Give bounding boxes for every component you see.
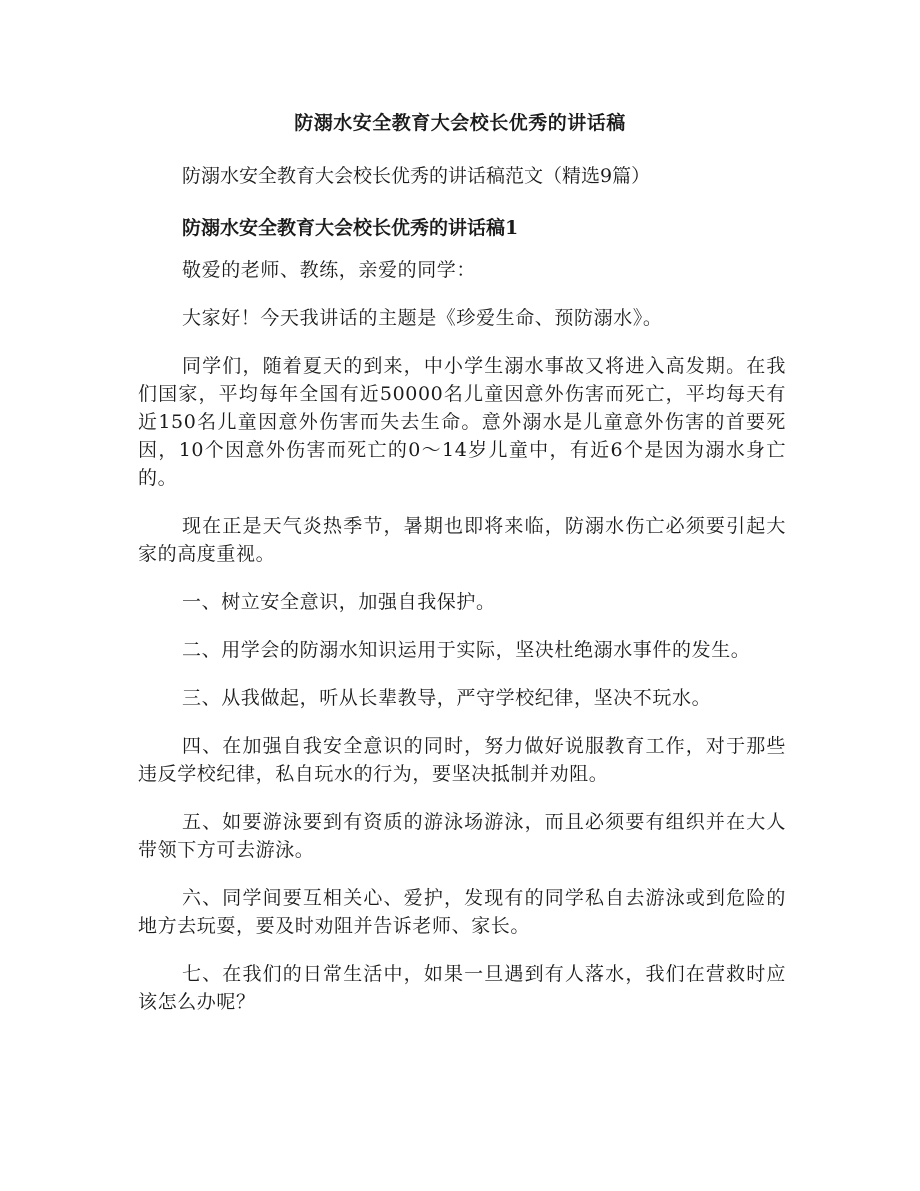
- paragraph-topic: 大家好！今天我讲话的主题是《珍爱生命、预防溺水》。: [182, 307, 663, 329]
- paragraph-point-6: 六、同学间要互相关心、爱护，发现有的同学私自去游泳或到危险的地方去玩耍，要及时劝阻并告诉老师、家长。: [138, 887, 786, 937]
- document-subtitle: 防溺水安全教育大会校长优秀的讲话稿范文（精选9篇）: [182, 165, 651, 187]
- paragraph-point-7: 七、在我们的日常生活中，如果一旦遇到有人落水，我们在营救时应该怎么办呢？: [138, 963, 786, 1013]
- paragraph-point-1: 一、树立安全意识，加强自我保护。: [182, 591, 496, 613]
- paragraph-point-3: 三、从我做起，听从长辈教导，严守学校纪律，坚决不玩水。: [182, 687, 712, 709]
- paragraph-season: 现在正是天气炎热季节，暑期也即将来临，防溺水伤亡必须要引起大家的高度重视。: [138, 515, 786, 565]
- paragraph-greeting: 敬爱的老师、教练，亲爱的同学：: [182, 259, 477, 281]
- section-heading: 防溺水安全教育大会校长优秀的讲话稿1: [182, 217, 519, 239]
- paragraph-point-2: 二、用学会的防溺水知识运用于实际，坚决杜绝溺水事件的发生。: [182, 639, 751, 661]
- document-title: 防溺水安全教育大会校长优秀的讲话稿: [294, 112, 626, 134]
- speech-body: [138, 256, 786, 1036]
- paragraph-point-5: 五、如要游泳要到有资质的游泳场游泳，而且必须要有组织并在大人带领下方可去游泳。: [138, 811, 786, 861]
- paragraph-point-4: 四、在加强自我安全意识的同时，努力做好说服教育工作，对于那些违反学校纪律，私自玩水的行为，要坚决抵制并劝阻。: [138, 735, 786, 785]
- paragraph-statistics: 同学们，随着夏天的到来，中小学生溺水事故又将进入高发期。在我们国家，平均每年全国有近50000名儿童因意外伤害而死亡，平均每天有近150名儿童因意外伤害而失去生命。意外溺水是儿童意外伤害的首要死因，10个因意外伤害而死亡的0～14岁儿童中，有近6个是因为溺水身亡的。: [138, 355, 786, 489]
